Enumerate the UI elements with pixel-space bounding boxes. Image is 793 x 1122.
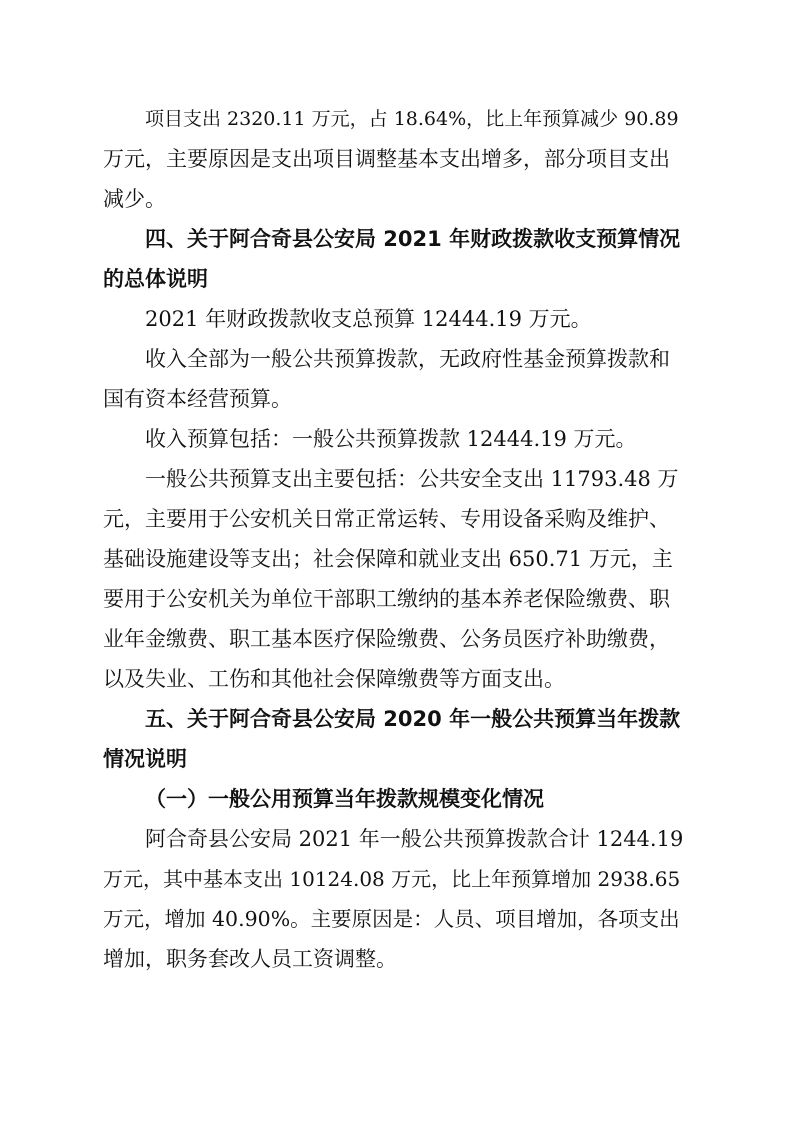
line-text: 收入预算包括：一般公共预算拨款 12444.19 万元。 xyxy=(145,427,637,451)
paragraph-line xyxy=(0,181,793,217)
paragraph-line xyxy=(0,501,793,537)
line-text: 收入全部为一般公共预算拨款，无政府性基金预算拨款和 xyxy=(145,347,670,371)
section-heading xyxy=(0,701,793,737)
paragraph-line xyxy=(0,461,793,497)
heading-text: 情况说明 xyxy=(103,747,187,771)
line-text: 国有资本经营预算。 xyxy=(103,387,292,411)
paragraph-line xyxy=(0,861,793,897)
line-text: 要用于公安机关为单位干部职工缴纳的基本养老保险缴费、职 xyxy=(103,587,670,611)
line-text: 一般公共预算支出主要包括：公共安全支出 11793.48 万 xyxy=(145,467,679,491)
line-text: 2021 年财政拨款收支总预算 12444.19 万元。 xyxy=(145,307,592,331)
subheading-text: （一）一般公用预算当年拨款规模变化情况 xyxy=(145,786,544,811)
paragraph-line xyxy=(0,101,793,137)
paragraph-line xyxy=(0,661,793,697)
paragraph-line xyxy=(0,821,793,857)
line-text: 增加，职务套改人员工资调整。 xyxy=(103,947,397,971)
line-text: 万元，主要原因是支出项目调整基本支出增多，部分项目支出 xyxy=(103,147,670,171)
line-text: 业年金缴费、职工基本医疗保险缴费、公务员医疗补助缴费， xyxy=(103,627,670,651)
paragraph-line xyxy=(0,421,793,457)
paragraph-line xyxy=(0,301,793,337)
line-text: 阿合奇县公安局 2021 年一般公共预算拨款合计 1244.19 xyxy=(145,827,684,851)
subsection-heading xyxy=(0,781,793,817)
paragraph-line xyxy=(0,541,793,577)
line-text: 元，主要用于公安机关日常正常运转、专用设备采购及维护、 xyxy=(103,507,670,531)
heading-text: 的总体说明 xyxy=(103,267,208,291)
line-text: 万元，其中基本支出 10124.08 万元，比上年预算增加 2938.65 xyxy=(103,867,681,891)
paragraph-line xyxy=(0,141,793,177)
section-heading xyxy=(0,261,793,297)
paragraph-line xyxy=(0,941,793,977)
line-text: 减少。 xyxy=(103,187,166,211)
line-text: 万元，增加 40.90%。主要原因是：人员、项目增加，各项支出 xyxy=(103,907,680,931)
section-heading xyxy=(0,741,793,777)
paragraph-line xyxy=(0,341,793,377)
section-heading xyxy=(0,221,793,257)
line-text: 基础设施建设等支出；社会保障和就业支出 650.71 万元，主 xyxy=(103,547,673,571)
heading-text: 五、关于阿合奇县公安局 2020 年一般公共预算当年拨款 xyxy=(145,707,681,731)
paragraph-line xyxy=(0,381,793,417)
line-text: 以及失业、工伤和其他社会保障缴费等方面支出。 xyxy=(103,667,565,691)
heading-text: 四、关于阿合奇县公安局 2021 年财政拨款收支预算情况 xyxy=(145,227,681,251)
paragraph-line xyxy=(0,581,793,617)
paragraph-line xyxy=(0,621,793,657)
paragraph-line xyxy=(0,901,793,937)
line-text: 项目支出 2320.11 万元，占 18.64%，比上年预算减少 90.89 xyxy=(145,108,679,130)
